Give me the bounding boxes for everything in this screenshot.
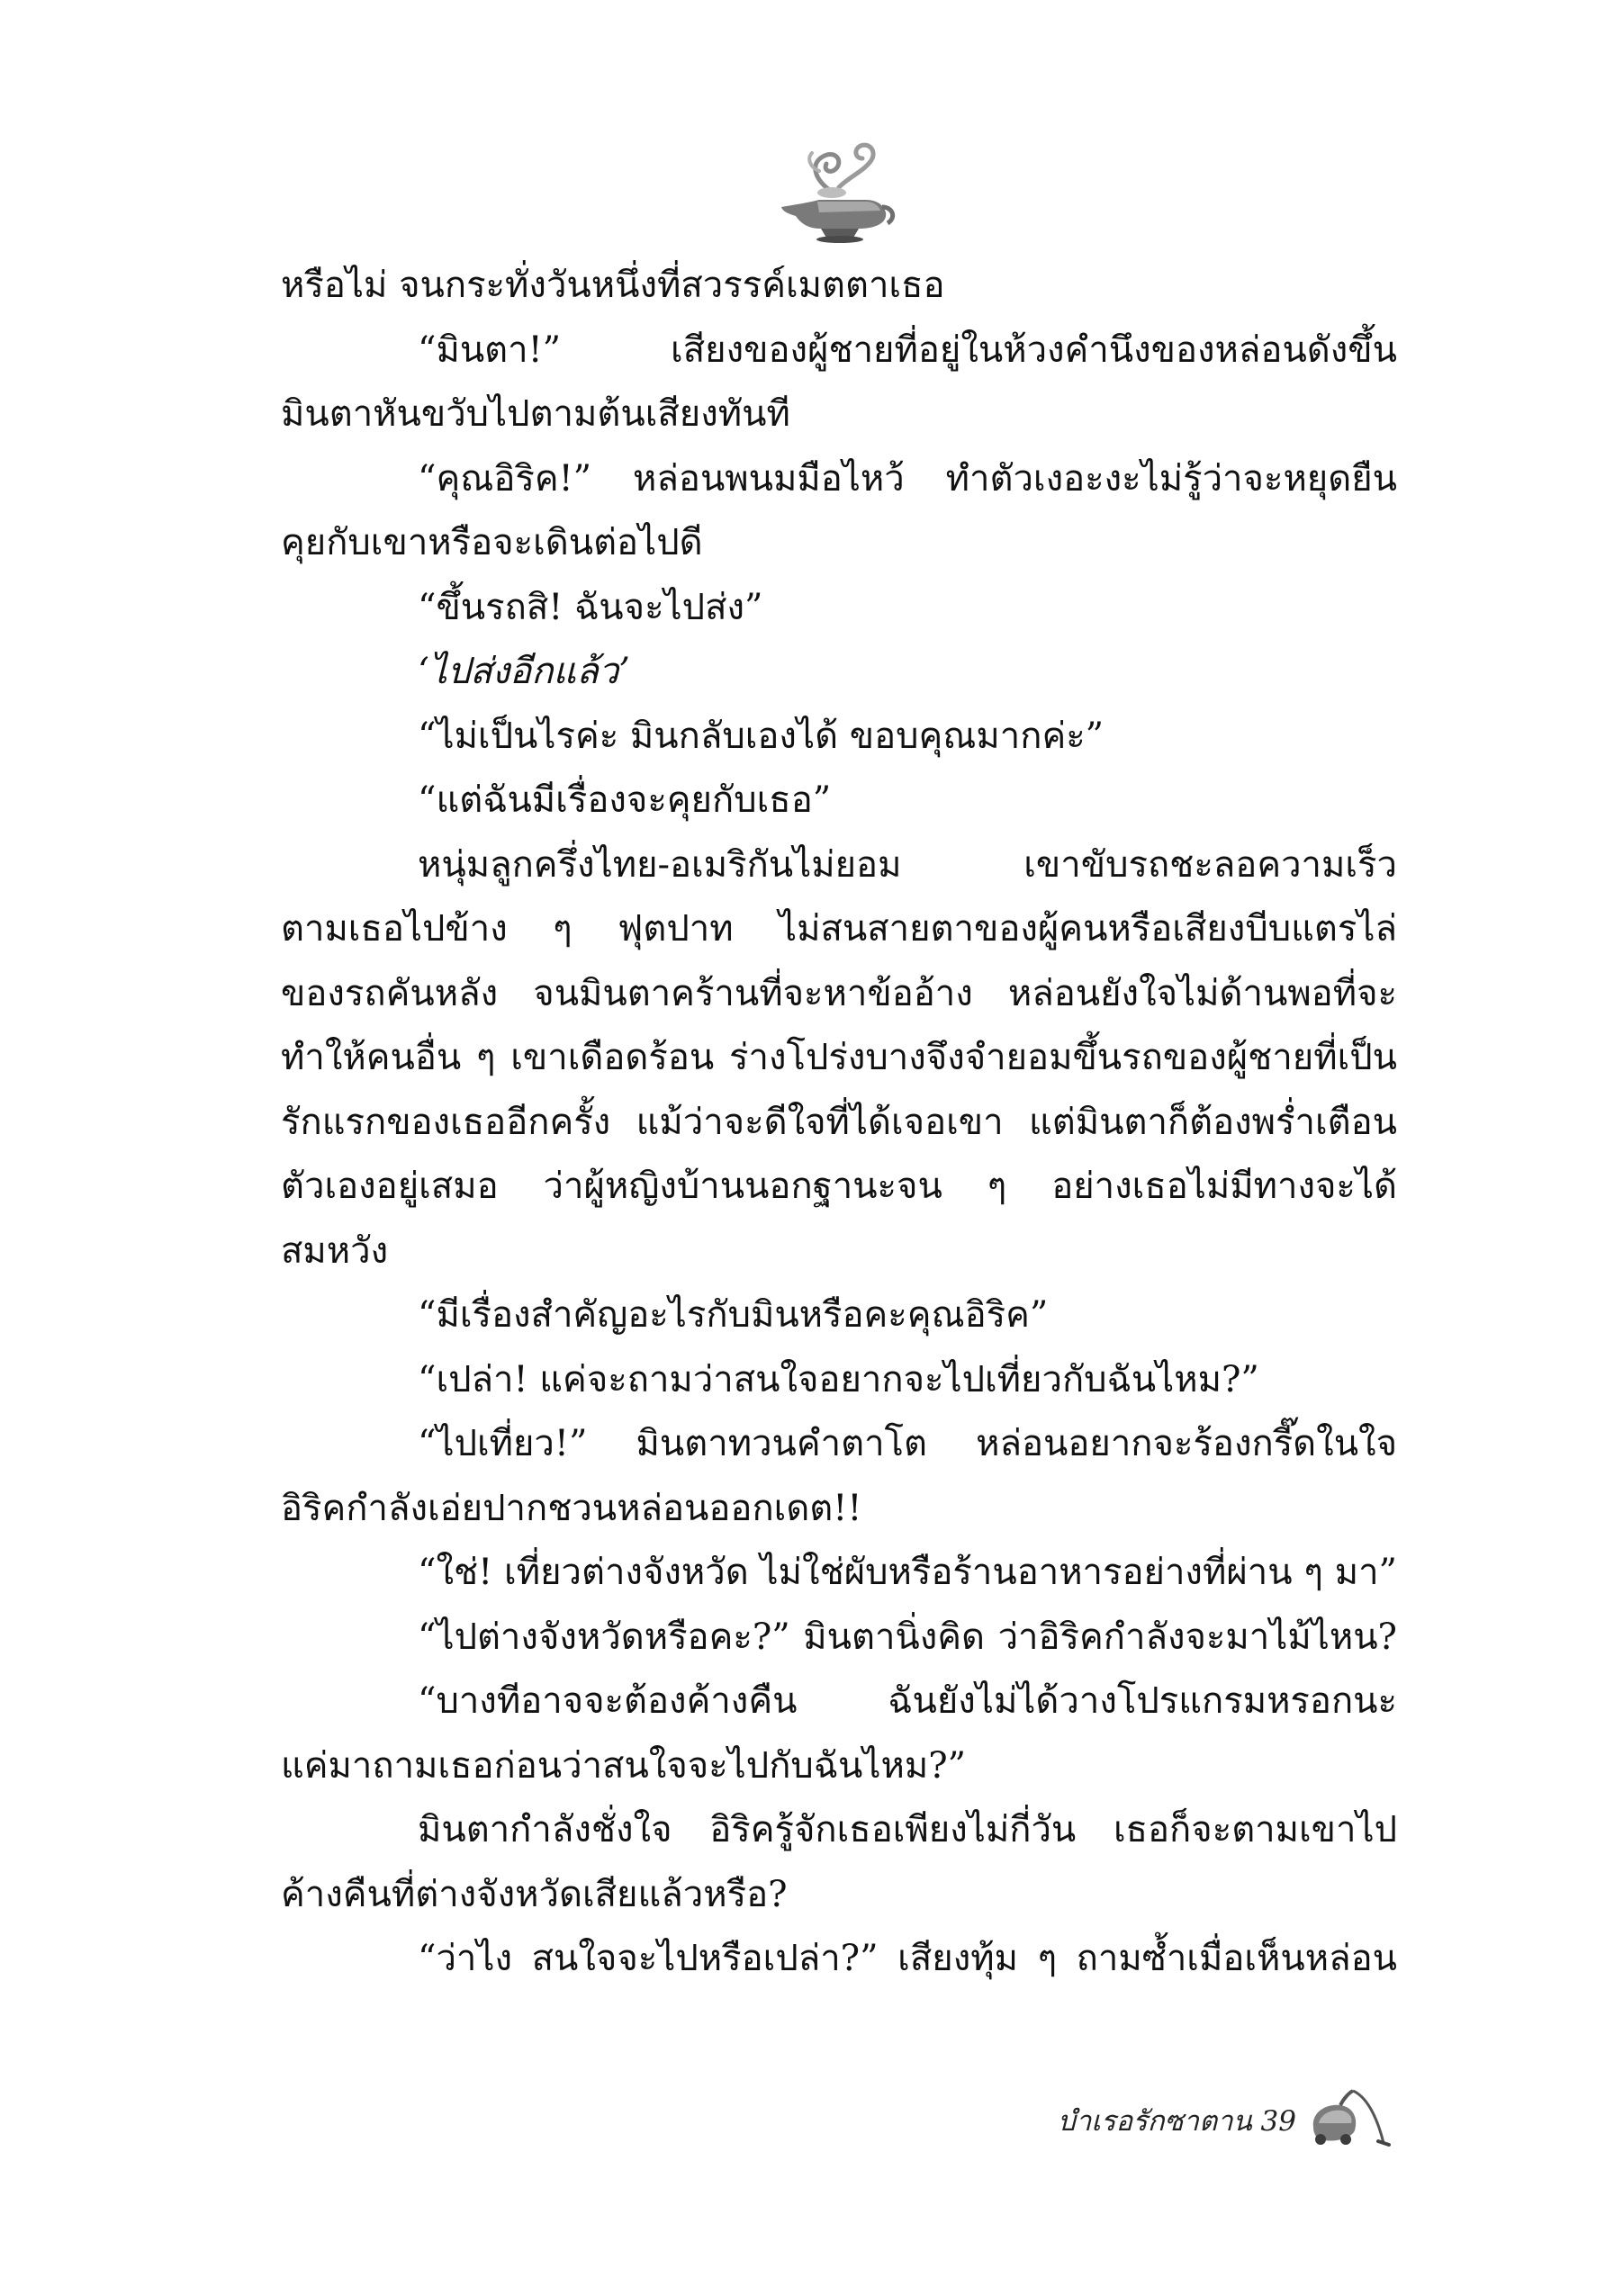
text-line: “เปล่า! แค่จะถามว่าสนใจอยากจะไปเที่ยวกับฉันไหม?”	[418, 1358, 1259, 1400]
running-title: บำเรอรักซาตาน	[1058, 2105, 1252, 2138]
text-line: คุยกับเขาหรือจะเดินต่อไปดี	[281, 522, 703, 563]
text-line: “มินตา!” เสียงของผู้ชายที่อยู่ในห้วงคำนึงของหล่อนดังขึ้น	[418, 329, 1397, 371]
text-line: “ไปเที่ยว!” มินตาทวนคำตาโต หล่อนอยากจะร้องกรี๊ดในใจ	[418, 1423, 1397, 1464]
body-text	[281, 254, 1397, 1992]
running-footer	[1058, 2098, 1296, 2143]
text-line: “มีเรื่องสำคัญอะไรกับมินหรือคะคุณอิริค”	[418, 1294, 1049, 1336]
text-line: ‘ไปส่งอีกแล้ว’	[418, 651, 630, 692]
text-line: แค่มาถามเธอก่อนว่าสนใจจะไปกับฉันไหม?”	[281, 1744, 967, 1787]
text-line: หรือไม่ จนกระทั่งวันหนึ่งที่สวรรค์เมตตาเธอ	[281, 265, 945, 306]
text-line: ค้างคืนที่ต่างจังหวัดเสียแล้วหรือ?	[281, 1873, 788, 1915]
text-line: “ไม่เป็นไรค่ะ มินกลับเองได้ ขอบคุณมากค่ะ”	[418, 715, 1105, 757]
text-line: “ขึ้นรถสิ! ฉันจะไปส่ง”	[418, 586, 763, 628]
text-line: “ว่าไง สนใจจะไปหรือเปล่า?” เสียงทุ้ม ๆ ถามซ้ำเมื่อเห็นหล่อน	[418, 1938, 1397, 1979]
text-line: “บางทีอาจจะต้องค้างคืน ฉันยังไม่ได้วางโปรแกรมหรอกนะ	[418, 1680, 1397, 1722]
text-line: รักแรกของเธออีกครั้ง แม้ว่าจะดีใจที่ได้เจอเขา แต่มินตาก็ต้องพร่ำเตือน	[281, 1101, 1397, 1143]
text-line: “ไปต่างจังหวัดหรือคะ?” มินตานิ่งคิด ว่าอิริคกำลังจะมาไม้ไหน?	[418, 1616, 1397, 1658]
text-line: หนุ่มลูกครึ่งไทย-อเมริกันไม่ยอม เขาขับรถชะลอความเร็ว	[418, 843, 1397, 886]
genie-lamp-icon	[765, 135, 900, 248]
text-line: “คุณอิริค!” หล่อนพนมมือไหว้ ทำตัวเงอะงะไม่รู้ว่าจะหยุดยืน	[418, 457, 1397, 500]
text-line: อิริคกำลังเอ่ยปากชวนหล่อนออกเดต!!	[281, 1487, 862, 1529]
text-line: “แต่ฉันมีเรื่องจะคุยกับเธอ”	[418, 779, 832, 821]
page-footer	[1058, 2084, 1422, 2156]
text-line: มินตาหันขวับไปตามต้นเสียงทันที	[281, 393, 790, 435]
text-line: ของรถคันหลัง จนมินตาคร้านที่จะหาข้ออ้าง หล่อนยังใจไม่ด้านพอที่จะ	[281, 972, 1397, 1014]
vacuum-cleaner-icon	[1301, 2084, 1391, 2148]
text-line: มินตากำลังชั่งใจ อิริครู้จักเธอเพียงไม่กี่วัน เธอก็จะตามเขาไป	[418, 1809, 1397, 1850]
text-line: สมหวัง	[281, 1229, 389, 1272]
text-line: “ใช่! เที่ยวต่างจังหวัด ไม่ใช่ผับหรือร้านอาหารอย่างที่ผ่าน ๆ มา”	[418, 1552, 1397, 1593]
text-line: ตามเธอไปข้าง ๆ ฟุตปาท ไม่สนสายตาของผู้คนหรือเสียงบีบแตรไล่	[281, 908, 1397, 950]
page-number: 39	[1260, 2105, 1296, 2138]
text-line: ตัวเองอยู่เสมอ ว่าผู้หญิงบ้านนอกฐานะจน ๆ อย่างเธอไม่มีทางจะได้	[281, 1166, 1397, 1207]
text-line: ทำให้คนอื่น ๆ เขาเดือดร้อน ร่างโปร่งบางจึงจำยอมขึ้นรถของผู้ชายที่เป็น	[281, 1037, 1397, 1078]
